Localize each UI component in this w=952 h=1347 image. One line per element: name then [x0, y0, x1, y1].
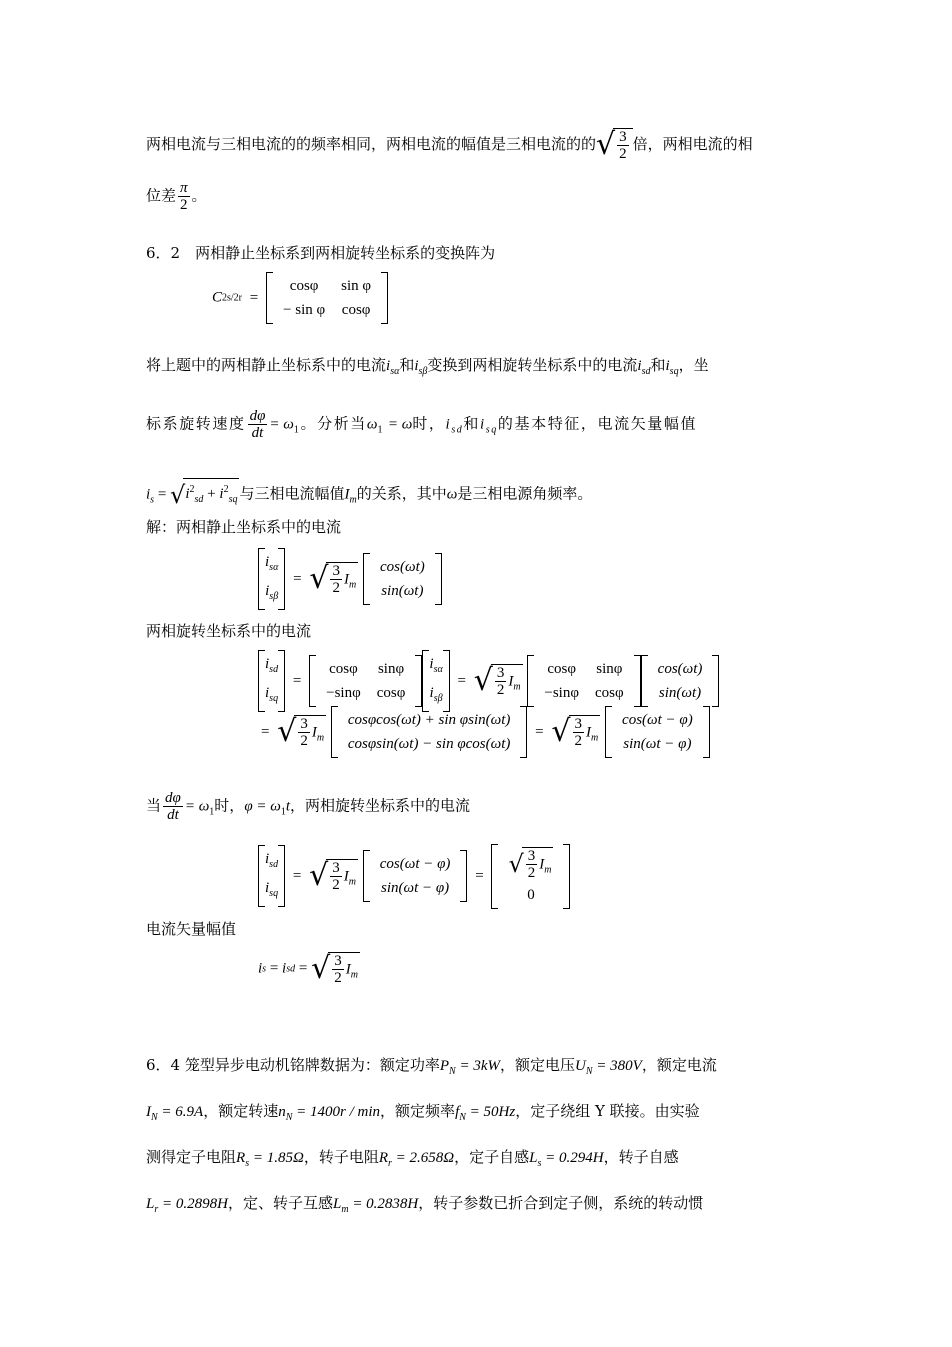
- var: I: [586, 724, 592, 741]
- sub: sd: [269, 664, 279, 675]
- frac-num: 3: [332, 860, 340, 877]
- expr: = ω: [269, 416, 294, 433]
- sub: sq: [269, 693, 279, 704]
- equals: =: [295, 960, 312, 977]
- var: i: [480, 416, 486, 433]
- frac-num: π: [180, 180, 188, 196]
- matrix-cell: cosφ: [547, 661, 577, 677]
- var: I: [343, 571, 349, 588]
- para-amplitude: [146, 128, 753, 162]
- text: 的关系，其中: [356, 484, 447, 503]
- matrix-cell: cos(ωt): [657, 661, 703, 677]
- var: i: [265, 583, 270, 599]
- var: i: [265, 685, 270, 701]
- para-condition: [146, 790, 470, 824]
- var: I: [311, 724, 317, 741]
- var: L: [332, 1196, 342, 1212]
- var: i: [665, 358, 670, 374]
- sub: 1: [209, 806, 215, 818]
- sub: s: [262, 963, 267, 975]
- matrix-cell: sinφ: [377, 661, 405, 677]
- equals: =: [261, 723, 270, 740]
- sub: sα: [390, 366, 400, 377]
- text: 和: [463, 414, 481, 433]
- var: i: [265, 880, 270, 897]
- text: 位差: [146, 186, 177, 205]
- sqrt-3-over-2: √ $\frac{3}{2}$ $I_m$: [508, 848, 552, 881]
- sub: sq: [669, 366, 679, 377]
- matrix-cell: sinφ: [596, 661, 623, 677]
- equals: =: [475, 867, 484, 884]
- frac-num: 3: [334, 953, 342, 969]
- sub: N: [151, 1112, 158, 1123]
- text: ，定子绕组 Y 联接。由实验: [515, 1102, 700, 1120]
- sqrt-3-over-2: √ $\frac{3}{2}$ $I_m$: [309, 858, 356, 894]
- frac-den: 2: [619, 146, 627, 162]
- var: f: [455, 1104, 460, 1120]
- frac-den: 2: [300, 733, 308, 749]
- equals: =: [535, 723, 544, 740]
- sub: m: [591, 732, 599, 744]
- value: = 6.9A: [157, 1104, 204, 1120]
- var: t: [285, 798, 290, 815]
- var: i: [429, 656, 434, 672]
- para-speed: [146, 408, 697, 442]
- value: = 2.658Ω: [391, 1150, 455, 1166]
- magnitude-label: 电流矢量幅值: [146, 920, 237, 938]
- equation-magnitude: [258, 952, 360, 986]
- text: 两相电流与三相电流的的频率相同，两相电流的幅值是三相电流的的: [146, 135, 597, 153]
- vector: [331, 706, 527, 758]
- sub: r: [388, 1158, 392, 1169]
- sup: 2: [189, 484, 195, 495]
- sub: sd: [641, 366, 651, 377]
- solution-label: 解：两相静止坐标系中的电流: [146, 518, 342, 536]
- text: ，定、转子互感: [227, 1194, 333, 1212]
- text: ，坐: [678, 356, 709, 374]
- text: 标系旋转速度: [146, 414, 246, 433]
- equation-rotating-current: [258, 650, 719, 712]
- vector: [605, 706, 710, 758]
- frac-num: 3: [496, 665, 505, 681]
- text: ，额定电压: [499, 1056, 575, 1074]
- var: P: [439, 1058, 450, 1074]
- equals: =: [266, 960, 283, 977]
- sub: sβ: [269, 591, 279, 602]
- var: i: [637, 358, 642, 374]
- para-magnitude: [146, 478, 592, 512]
- sub: sq: [228, 494, 238, 505]
- text: 测得定子电阻: [146, 1148, 237, 1166]
- frac-den: dt: [251, 425, 264, 441]
- text: ，额定电流: [641, 1056, 717, 1074]
- matrix-cell: cosφcos(ωt) + sin φsin(ωt): [347, 712, 511, 728]
- matrix-cell: −sinφ: [544, 685, 579, 701]
- frac-den: 2: [334, 970, 342, 986]
- question-6-4-line-1: [146, 1054, 717, 1083]
- frac-den: 2: [496, 682, 505, 698]
- equation-c-matrix: [212, 272, 388, 324]
- sqrt-3-over-2: √ $\frac{3}{2}$ $I_m$: [311, 951, 358, 986]
- sub: m: [348, 876, 356, 888]
- expr: ω: [366, 416, 378, 433]
- text: ，定子自感: [454, 1148, 530, 1166]
- value: = 3kW: [455, 1058, 500, 1074]
- var: i: [386, 358, 391, 374]
- question-6-4-line-4: [146, 1192, 703, 1221]
- var: R: [378, 1150, 389, 1166]
- var: i: [265, 554, 270, 570]
- frac-den: 2: [527, 865, 536, 881]
- text: 。: [191, 186, 207, 205]
- var: i: [219, 486, 224, 502]
- sub: sα: [433, 664, 443, 675]
- sqrt-sum: $√i^2_{sd} + i^2_{sq}$: [170, 478, 239, 511]
- var: I: [146, 1104, 151, 1120]
- expr: φ = ω: [244, 798, 281, 815]
- vector: [422, 650, 449, 712]
- matrix-cell: cosφsin(ωt) − sin φcos(ωt): [347, 736, 511, 752]
- equation-rotating-result: [258, 844, 570, 909]
- var: I: [345, 961, 351, 978]
- text: ，额定频率: [380, 1102, 456, 1120]
- var: i: [414, 358, 419, 374]
- equals: =: [154, 486, 171, 503]
- expr: = ω: [184, 798, 210, 815]
- c-symbol: C: [212, 289, 223, 306]
- var: i: [185, 486, 190, 502]
- matrix-cell: − sin φ: [283, 302, 326, 318]
- equation-rotating-expanded: [258, 706, 710, 758]
- frac-num: 3: [332, 563, 340, 579]
- var: I: [343, 868, 349, 885]
- value: = 0.2898H: [158, 1196, 228, 1212]
- sub: sd: [286, 963, 296, 975]
- para-phase: [146, 180, 207, 213]
- var: i: [265, 851, 270, 868]
- rotating-label: 两相旋转坐标系中的电流: [146, 622, 312, 640]
- sub: m: [349, 494, 357, 506]
- sqrt-3-over-2: √ $\frac{3}{2}$ $I_m$: [551, 714, 599, 749]
- vector: [363, 553, 442, 605]
- sub: 1: [293, 424, 301, 436]
- var: ω: [446, 486, 458, 503]
- para-transform: [146, 354, 709, 383]
- value: = 1400r / min: [292, 1104, 381, 1120]
- var: U: [575, 1058, 586, 1074]
- text: ，转子电阻: [303, 1148, 379, 1166]
- var: L: [146, 1196, 155, 1212]
- vector: [258, 548, 285, 610]
- matrix-cell: cosφ: [595, 685, 624, 701]
- vector: [363, 850, 468, 902]
- text: 的基本特征，电流矢量幅值: [497, 414, 698, 433]
- vector: [258, 845, 285, 907]
- sub: m: [348, 579, 357, 591]
- text: 和: [650, 356, 666, 374]
- frac-num: 3: [574, 716, 583, 732]
- text: 时，: [214, 796, 245, 815]
- sqrt-3-over-2: √ $\frac{3}{2}$ $I_m$: [309, 561, 357, 596]
- matrix-cell: cos(ωt − φ): [379, 856, 451, 873]
- sub: s: [245, 1158, 250, 1169]
- text: ，两相旋转坐标系中的电流: [290, 796, 471, 815]
- sub: m: [316, 732, 325, 744]
- sub: s: [150, 494, 155, 506]
- transform-matrix: [527, 655, 640, 707]
- var: i: [258, 960, 263, 977]
- var: I: [508, 673, 514, 690]
- sub: m: [544, 864, 552, 876]
- sub: sq: [485, 424, 498, 436]
- sub: m: [341, 1204, 349, 1215]
- question-6-2-title: 6．2 两相静止坐标系到两相旋转坐标系的变换阵为: [146, 244, 496, 262]
- sub: 1: [280, 806, 286, 818]
- text: 和: [399, 356, 415, 374]
- frac-num: 3: [527, 848, 536, 864]
- equals: =: [457, 672, 466, 689]
- question-6-4-line-2: [146, 1100, 700, 1129]
- frac-den: dt: [167, 807, 179, 823]
- matrix-cell: sin(ωt): [381, 583, 424, 599]
- text: ，转子自感: [603, 1148, 679, 1166]
- vector: [491, 844, 570, 909]
- matrix-cell: sin(ωt − φ): [380, 880, 450, 897]
- sub: sd: [194, 494, 204, 505]
- plus: +: [203, 486, 220, 502]
- sub: sβ: [433, 693, 443, 704]
- value: = 380V: [592, 1058, 642, 1074]
- text: 将上题中的两相静止坐标系中的电流: [146, 356, 387, 374]
- sub: N: [449, 1066, 456, 1077]
- matrix-cell: cos(ωt): [379, 559, 425, 575]
- frac-num: dφ: [249, 408, 266, 424]
- var: i: [265, 656, 270, 672]
- value: = 0.2838H: [348, 1196, 419, 1212]
- sqrt-3-over-2: √ $\frac{3}{2}$ $I_m$: [277, 714, 325, 749]
- frac-den: 2: [332, 580, 340, 596]
- sup: 2: [223, 484, 229, 495]
- transform-matrix: [266, 272, 388, 324]
- sqrt-3-over-2: √ $\frac{3}{2}$: [596, 128, 633, 162]
- var: R: [236, 1150, 246, 1166]
- var: L: [529, 1150, 538, 1166]
- text: 当: [146, 796, 162, 815]
- frac-num: dφ: [165, 790, 181, 806]
- text: ，额定转速: [203, 1102, 279, 1120]
- sub: N: [585, 1066, 593, 1077]
- c-subscript: 2s/2r: [222, 292, 243, 304]
- frac-den: 2: [180, 197, 188, 213]
- frac-den: 2: [332, 877, 340, 894]
- equals: =: [292, 672, 302, 689]
- sub: sβ: [418, 366, 428, 377]
- sub: sα: [269, 562, 279, 573]
- equals: =: [249, 289, 259, 306]
- vector: [258, 650, 285, 712]
- matrix-cell: cosφ: [341, 302, 371, 318]
- equals: =: [293, 570, 302, 587]
- var: I: [344, 486, 350, 503]
- value: = 1.85Ω: [249, 1150, 304, 1166]
- sub: s: [537, 1158, 542, 1169]
- frac-num: 3: [619, 129, 627, 145]
- text: 与三相电流幅值: [239, 484, 345, 503]
- sub: sd: [269, 859, 279, 871]
- text: 时，: [412, 414, 446, 433]
- sub: N: [285, 1112, 293, 1123]
- value: = 50Hz: [465, 1104, 516, 1120]
- frac-num: 3: [300, 716, 308, 732]
- sub: N: [459, 1112, 466, 1123]
- matrix-cell: cos(ωt − φ): [622, 712, 693, 728]
- sub: m: [350, 969, 358, 981]
- matrix-cell: sin(ωt): [658, 685, 702, 701]
- matrix-cell: −sinφ: [326, 685, 361, 701]
- matrix-cell: sin(ωt − φ): [623, 736, 692, 752]
- var: i: [445, 416, 452, 433]
- sqrt-3-over-2: √ $\frac{3}{2}$ $I_m$: [473, 663, 521, 698]
- matrix-cell: cosφ: [329, 661, 358, 677]
- text: 倍，两相电流的相: [632, 135, 753, 153]
- vector: [641, 655, 720, 707]
- text: ，转子参数已折合到定子侧，系统的转动惯: [418, 1194, 704, 1212]
- equation-stationary-current: [258, 548, 442, 610]
- matrix-cell: sin φ: [341, 278, 372, 294]
- text: 变换到两相旋转坐标系中的电流: [427, 356, 638, 374]
- sub: r: [154, 1204, 159, 1215]
- frac-den: 2: [574, 733, 583, 749]
- sub: sq: [269, 888, 279, 900]
- var: I: [539, 856, 545, 873]
- text: 是三相电源角频率。: [457, 484, 593, 503]
- expr: = ω: [384, 416, 413, 433]
- matrix-cell: cosφ: [289, 278, 319, 294]
- transform-matrix: [309, 655, 422, 707]
- text: 6．4 笼型异步电动机铭牌数据为：额定功率: [146, 1056, 440, 1074]
- var: i: [282, 960, 287, 977]
- sub: sd: [451, 424, 464, 436]
- var: i: [429, 685, 434, 701]
- value: = 0.294H: [541, 1150, 604, 1166]
- question-6-4-line-3: [146, 1146, 679, 1175]
- matrix-cell: 0: [527, 886, 535, 903]
- text: 。分析当: [300, 414, 367, 433]
- sub: 1: [377, 424, 385, 436]
- sub: m: [513, 681, 521, 693]
- var: i: [146, 486, 151, 503]
- var: n: [278, 1104, 286, 1120]
- equals: =: [292, 867, 302, 884]
- matrix-cell: cosφ: [376, 685, 406, 701]
